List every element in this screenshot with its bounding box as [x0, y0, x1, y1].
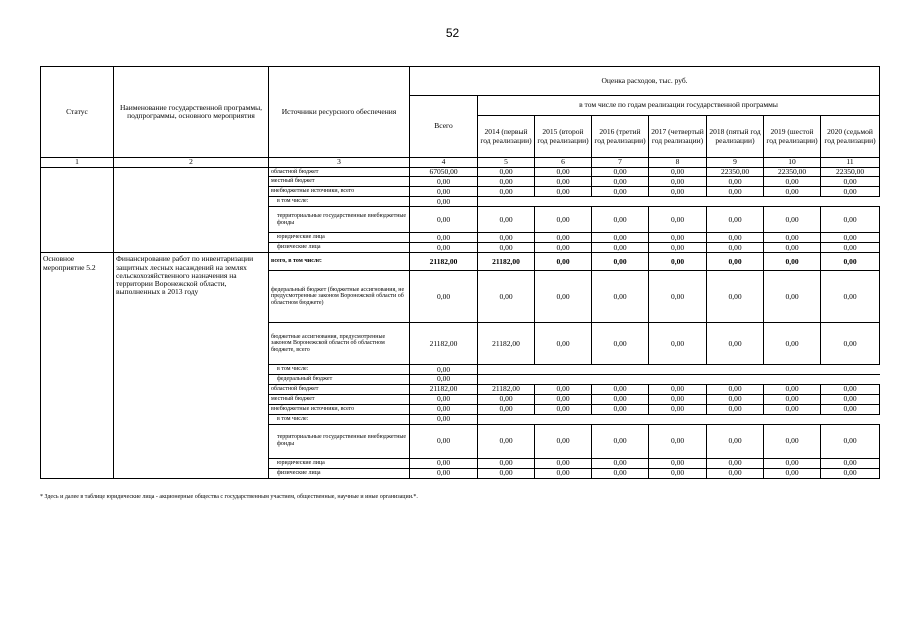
year-value-cell: 0,00	[535, 404, 592, 414]
column-number: 1	[41, 158, 114, 168]
header-year-2019: 2019 (шестой год реализации)	[764, 116, 821, 158]
year-value-cell	[478, 197, 535, 207]
year-value-cell: 0,00	[592, 271, 649, 323]
year-value-cell: 0,00	[535, 271, 592, 323]
year-value-cell	[764, 414, 821, 424]
year-value-cell: 0,00	[592, 168, 649, 177]
source-cell: физические лица	[269, 243, 410, 253]
total-cell: 0,00	[410, 468, 478, 478]
column-number: 8	[649, 158, 707, 168]
year-value-cell: 0,00	[764, 458, 821, 468]
year-value-cell: 0,00	[478, 468, 535, 478]
year-value-cell: 0,00	[535, 458, 592, 468]
year-value-cell: 0,00	[764, 253, 821, 271]
year-value-cell: 0,00	[478, 424, 535, 458]
header-estimate: Оценка расходов, тыс. руб.	[410, 67, 880, 96]
year-value-cell: 0,00	[764, 384, 821, 394]
year-value-cell: 0,00	[535, 394, 592, 404]
year-value-cell	[592, 197, 649, 207]
year-value-cell: 22350,00	[821, 168, 880, 177]
header-status: Статус	[41, 67, 114, 158]
header-total: Всего	[410, 96, 478, 158]
year-value-cell: 21182,00	[478, 323, 535, 365]
total-cell: 0,00	[410, 177, 478, 187]
source-cell: юридические лица	[269, 458, 410, 468]
year-value-cell: 0,00	[821, 404, 880, 414]
year-value-cell: 0,00	[764, 271, 821, 323]
year-value-cell: 0,00	[649, 404, 707, 414]
year-value-cell: 0,00	[478, 404, 535, 414]
year-value-cell: 21182,00	[478, 384, 535, 394]
year-value-cell: 0,00	[478, 458, 535, 468]
year-value-cell: 0,00	[478, 168, 535, 177]
year-value-cell	[478, 414, 535, 424]
source-cell: юридические лица	[269, 233, 410, 243]
source-cell: областной бюджет	[269, 168, 410, 177]
table-row	[41, 253, 880, 271]
year-value-cell: 0,00	[821, 458, 880, 468]
year-value-cell	[649, 414, 707, 424]
table-row	[41, 168, 880, 177]
year-value-cell: 0,00	[649, 207, 707, 233]
source-cell: в том числе:	[269, 414, 410, 424]
year-value-cell: 0,00	[764, 323, 821, 365]
header-year-2014: 2014 (первый год реализации)	[478, 116, 535, 158]
year-value-cell: 0,00	[764, 187, 821, 197]
total-cell: 0,00	[410, 404, 478, 414]
year-value-cell: 0,00	[649, 458, 707, 468]
year-value-cell: 0,00	[707, 253, 764, 271]
year-value-cell: 0,00	[535, 424, 592, 458]
year-value-cell: 0,00	[707, 243, 764, 253]
column-number: 9	[707, 158, 764, 168]
total-cell: 0,00	[410, 458, 478, 468]
header-year-2017: 2017 (четвертый год реализации)	[649, 116, 707, 158]
year-value-cell: 0,00	[592, 177, 649, 187]
total-cell: 0,00	[410, 394, 478, 404]
status-cell: Основное мероприятие 5.2	[41, 253, 114, 478]
year-value-cell	[707, 197, 764, 207]
year-value-cell: 0,00	[649, 187, 707, 197]
source-cell: территориальные государственные внебюджетные фонды	[269, 424, 410, 458]
header-year-2020: 2020 (седьмой год реализации)	[821, 116, 880, 158]
total-cell: 0,00	[410, 233, 478, 243]
year-value-cell	[764, 365, 821, 375]
year-value-cell: 0,00	[478, 177, 535, 187]
source-cell: в том числе:	[269, 365, 410, 375]
year-value-cell: 0,00	[649, 323, 707, 365]
year-value-cell: 0,00	[707, 384, 764, 394]
source-cell: областной бюджет	[269, 384, 410, 394]
year-value-cell: 0,00	[707, 404, 764, 414]
year-value-cell: 0,00	[649, 271, 707, 323]
status-cell	[41, 168, 114, 253]
year-value-cell: 0,00	[535, 323, 592, 365]
year-value-cell: 0,00	[649, 424, 707, 458]
resource-table	[40, 66, 880, 479]
year-value-cell	[649, 197, 707, 207]
year-value-cell: 0,00	[707, 458, 764, 468]
year-value-cell	[535, 414, 592, 424]
name-cell	[114, 168, 269, 253]
total-cell: 21182,00	[410, 323, 478, 365]
source-cell: физические лица	[269, 468, 410, 478]
year-value-cell: 0,00	[707, 323, 764, 365]
year-value-cell: 0,00	[592, 207, 649, 233]
year-value-cell: 0,00	[592, 187, 649, 197]
group2-rows	[41, 253, 880, 478]
year-value-cell: 0,00	[707, 424, 764, 458]
year-value-cell: 22350,00	[707, 168, 764, 177]
year-value-cell: 0,00	[649, 233, 707, 243]
header-year-2018: 2018 (пятый год реализации)	[707, 116, 764, 158]
year-value-cell: 22350,00	[764, 168, 821, 177]
year-value-cell: 0,00	[764, 404, 821, 414]
header-sources: Источники ресурсного обеспечения	[269, 67, 410, 158]
year-value-cell: 0,00	[592, 384, 649, 394]
year-value-cell: 0,00	[649, 243, 707, 253]
year-value-cell: 0,00	[592, 468, 649, 478]
year-value-cell	[764, 197, 821, 207]
year-value-cell: 0,00	[707, 468, 764, 478]
year-value-cell: 0,00	[821, 253, 880, 271]
year-value-cell	[821, 375, 880, 384]
year-value-cell	[592, 365, 649, 375]
year-value-cell	[707, 365, 764, 375]
total-cell: 0,00	[410, 243, 478, 253]
column-number: 4	[410, 158, 478, 168]
year-value-cell: 0,00	[707, 271, 764, 323]
year-value-cell: 0,00	[535, 168, 592, 177]
total-cell: 0,00	[410, 197, 478, 207]
year-value-cell: 0,00	[535, 177, 592, 187]
source-cell: территориальные государственные внебюджетные фонды	[269, 207, 410, 233]
year-value-cell	[821, 197, 880, 207]
year-value-cell: 0,00	[649, 468, 707, 478]
column-number: 5	[478, 158, 535, 168]
year-value-cell	[764, 375, 821, 384]
year-value-cell: 0,00	[649, 168, 707, 177]
year-value-cell: 0,00	[707, 177, 764, 187]
total-cell: 67050,00	[410, 168, 478, 177]
source-cell: внебюджетные источники, всего	[269, 187, 410, 197]
year-value-cell: 0,00	[592, 243, 649, 253]
year-value-cell: 21182,00	[478, 253, 535, 271]
footnote: * Здесь и далее в таблице юридические лица - акционерные общества с государственным участием, общественные, научные и иные организации.*.	[40, 494, 418, 500]
year-value-cell: 0,00	[535, 243, 592, 253]
column-number: 7	[592, 158, 649, 168]
column-number: 6	[535, 158, 592, 168]
header-year-2016: 2016 (третий год реализации)	[592, 116, 649, 158]
header-by-years: в том числе по годам реализации государственной программы	[478, 96, 880, 116]
year-value-cell: 0,00	[649, 253, 707, 271]
source-cell: федеральный бюджет (бюджетные ассигнования, не предусмотренные законом Воронежской области об областном бюджете)	[269, 271, 410, 323]
year-value-cell: 0,00	[478, 233, 535, 243]
year-value-cell: 0,00	[592, 424, 649, 458]
year-value-cell: 0,00	[821, 384, 880, 394]
year-value-cell: 0,00	[535, 233, 592, 243]
year-value-cell: 0,00	[707, 207, 764, 233]
total-cell: 0,00	[410, 271, 478, 323]
year-value-cell: 0,00	[764, 243, 821, 253]
year-value-cell	[707, 375, 764, 384]
column-number-row	[41, 158, 880, 168]
year-value-cell	[535, 197, 592, 207]
year-value-cell: 0,00	[821, 271, 880, 323]
year-value-cell	[649, 375, 707, 384]
year-value-cell: 0,00	[821, 233, 880, 243]
year-value-cell: 0,00	[478, 207, 535, 233]
year-value-cell	[478, 365, 535, 375]
year-value-cell: 0,00	[764, 394, 821, 404]
year-value-cell: 0,00	[649, 384, 707, 394]
year-value-cell: 0,00	[478, 187, 535, 197]
source-cell: всего, в том числе:	[269, 253, 410, 271]
year-value-cell: 0,00	[764, 177, 821, 187]
year-value-cell	[592, 414, 649, 424]
total-cell: 0,00	[410, 424, 478, 458]
source-cell: местный бюджет	[269, 177, 410, 187]
total-cell: 0,00	[410, 375, 478, 384]
year-value-cell	[592, 375, 649, 384]
year-value-cell: 0,00	[535, 384, 592, 394]
total-cell: 21182,00	[410, 253, 478, 271]
year-value-cell: 0,00	[535, 253, 592, 271]
total-cell: 0,00	[410, 414, 478, 424]
year-value-cell: 0,00	[707, 233, 764, 243]
year-value-cell: 0,00	[592, 394, 649, 404]
year-value-cell: 0,00	[821, 243, 880, 253]
year-value-cell: 0,00	[821, 323, 880, 365]
source-cell: бюджетные ассигнования, предусмотренные законом Воронежской области об областном бюджете, всего	[269, 323, 410, 365]
year-value-cell: 0,00	[821, 394, 880, 404]
year-value-cell	[821, 365, 880, 375]
header-year-2015: 2015 (второй год реализации)	[535, 116, 592, 158]
year-value-cell: 0,00	[707, 187, 764, 197]
year-value-cell: 0,00	[478, 243, 535, 253]
year-value-cell: 0,00	[535, 468, 592, 478]
source-cell: местный бюджет	[269, 394, 410, 404]
year-value-cell: 0,00	[478, 394, 535, 404]
year-value-cell	[649, 365, 707, 375]
source-cell: внебюджетные источники, всего	[269, 404, 410, 414]
page-number: 52	[445, 26, 460, 40]
year-value-cell: 0,00	[764, 233, 821, 243]
header-name: Наименование государственной программы, подпрограммы, основного мероприятия	[114, 67, 269, 158]
year-value-cell: 0,00	[649, 177, 707, 187]
year-value-cell: 0,00	[592, 323, 649, 365]
group1-rows	[41, 168, 880, 253]
year-value-cell: 0,00	[821, 187, 880, 197]
year-value-cell: 0,00	[649, 394, 707, 404]
year-value-cell: 0,00	[535, 187, 592, 197]
year-value-cell: 0,00	[535, 207, 592, 233]
source-cell: в том числе:	[269, 197, 410, 207]
year-value-cell	[535, 365, 592, 375]
year-value-cell: 0,00	[764, 424, 821, 458]
year-value-cell: 0,00	[821, 468, 880, 478]
year-value-cell: 0,00	[821, 424, 880, 458]
year-value-cell: 0,00	[592, 253, 649, 271]
name-cell: Финансирование работ по инвентаризации защитных лесных насаждений на землях сельскохозяйственного назначения на территории Воронежской области, выполненных в 2013 году	[114, 253, 269, 478]
year-value-cell	[707, 414, 764, 424]
year-value-cell	[535, 375, 592, 384]
total-cell: 0,00	[410, 365, 478, 375]
year-value-cell: 0,00	[707, 394, 764, 404]
year-value-cell	[821, 414, 880, 424]
year-value-cell: 0,00	[592, 404, 649, 414]
source-cell: федеральный бюджет	[269, 375, 410, 384]
year-value-cell: 0,00	[592, 233, 649, 243]
year-value-cell: 0,00	[592, 458, 649, 468]
year-value-cell: 0,00	[821, 177, 880, 187]
year-value-cell: 0,00	[764, 207, 821, 233]
column-number: 2	[114, 158, 269, 168]
column-number: 3	[269, 158, 410, 168]
year-value-cell: 0,00	[821, 207, 880, 233]
column-number: 11	[821, 158, 880, 168]
year-value-cell: 0,00	[478, 271, 535, 323]
total-cell: 0,00	[410, 187, 478, 197]
total-cell: 21182,00	[410, 384, 478, 394]
year-value-cell	[478, 375, 535, 384]
column-number: 10	[764, 158, 821, 168]
year-value-cell: 0,00	[764, 468, 821, 478]
total-cell: 0,00	[410, 207, 478, 233]
